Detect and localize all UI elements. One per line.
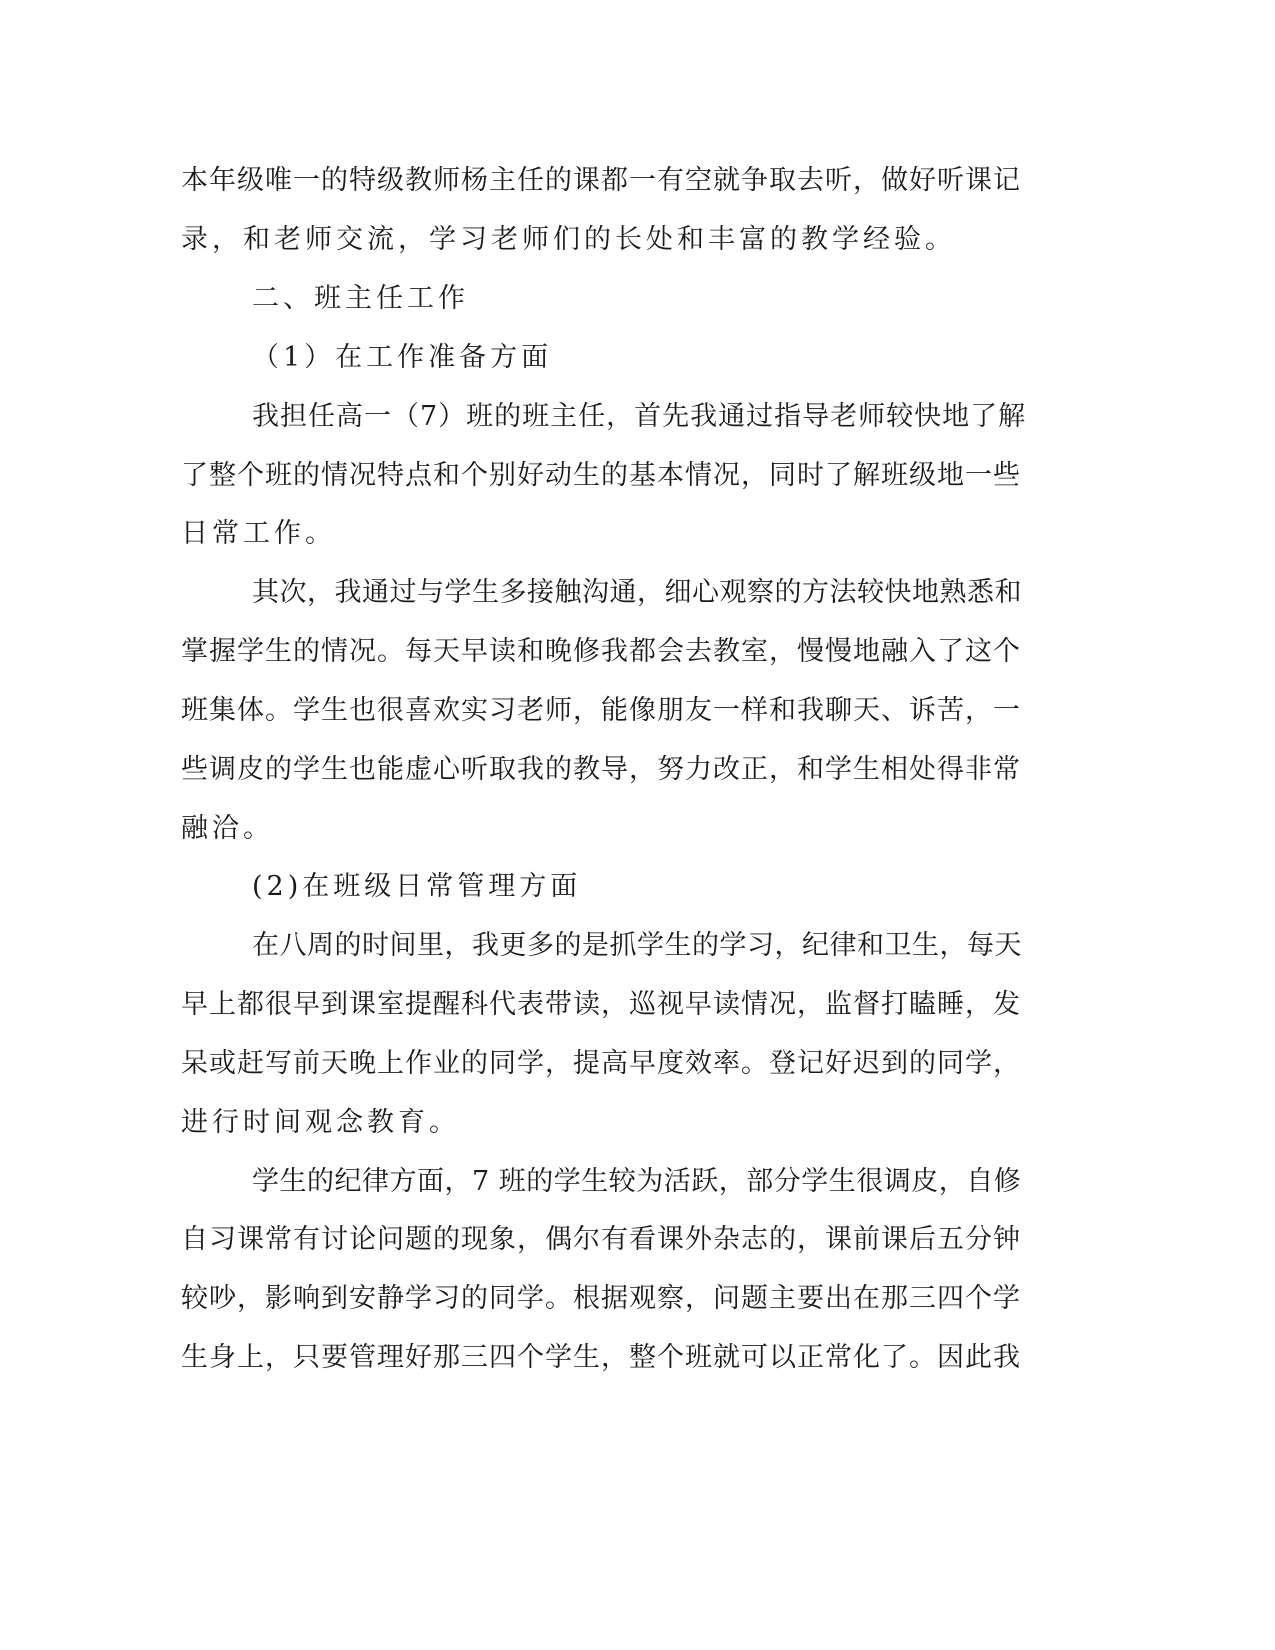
subsection-heading: (2)在班级日常管理方面 — [252, 871, 582, 902]
text-line: 融洽。 — [181, 813, 274, 844]
text-line: 掌握学生的情况。每天早读和晚修我都会去教室，慢慢地融入了这个 — [181, 636, 1021, 667]
text-line: 班集体。学生也很喜欢实习老师，能像朋友一样和我聊天、诉苦，一 — [181, 695, 1021, 726]
section-heading: 二、班主任工作 — [252, 283, 469, 314]
text-line: 学生的纪律方面，7 班的学生较为活跃，部分学生很调皮，自修 — [252, 1166, 1022, 1197]
text-line: 呆或赶写前天晚上作业的同学，提高早度效率。登记好迟到的同学， — [181, 1048, 1021, 1079]
text-line: 自习课常有讨论问题的现象，偶尔有看课外杂志的，课前课后五分钟 — [181, 1224, 1021, 1255]
text-line: 我担任高一（7）班的班主任，首先我通过指导老师较快地了解 — [252, 401, 1027, 432]
text-line: 日常工作。 — [181, 518, 336, 549]
text-line: 生身上，只要管理好那三四个学生，整个班就可以正常化了。因此我 — [181, 1342, 1021, 1373]
text-line: 较吵，影响到安静学习的同学。根据观察，问题主要出在那三四个学 — [181, 1283, 1021, 1314]
text-line: 其次，我通过与学生多接触沟通，细心观察的方法较快地熟悉和 — [252, 577, 1022, 608]
subsection-heading: （1）在工作准备方面 — [252, 342, 553, 373]
text-line: 在八周的时间里，我更多的是抓学生的学习，纪律和卫生，每天 — [252, 930, 1022, 961]
text-line: 些调皮的学生也能虚心听取我的教导，努力改正，和学生相处得非常 — [181, 754, 1021, 785]
text-line: 进行时间观念教育。 — [181, 1107, 460, 1138]
text-line: 早上都很早到课室提醒科代表带读，巡视早读情况，监督打瞌睡，发 — [181, 989, 1021, 1020]
text-line: 本年级唯一的特级教师杨主任的课都一有空就争取去听，做好听课记 — [181, 165, 1021, 196]
text-line: 录，和老师交流，学习老师们的长处和丰富的教学经验。 — [181, 224, 956, 255]
text-line: 了整个班的情况特点和个别好动生的基本情况，同时了解班级地一些 — [181, 460, 1021, 491]
